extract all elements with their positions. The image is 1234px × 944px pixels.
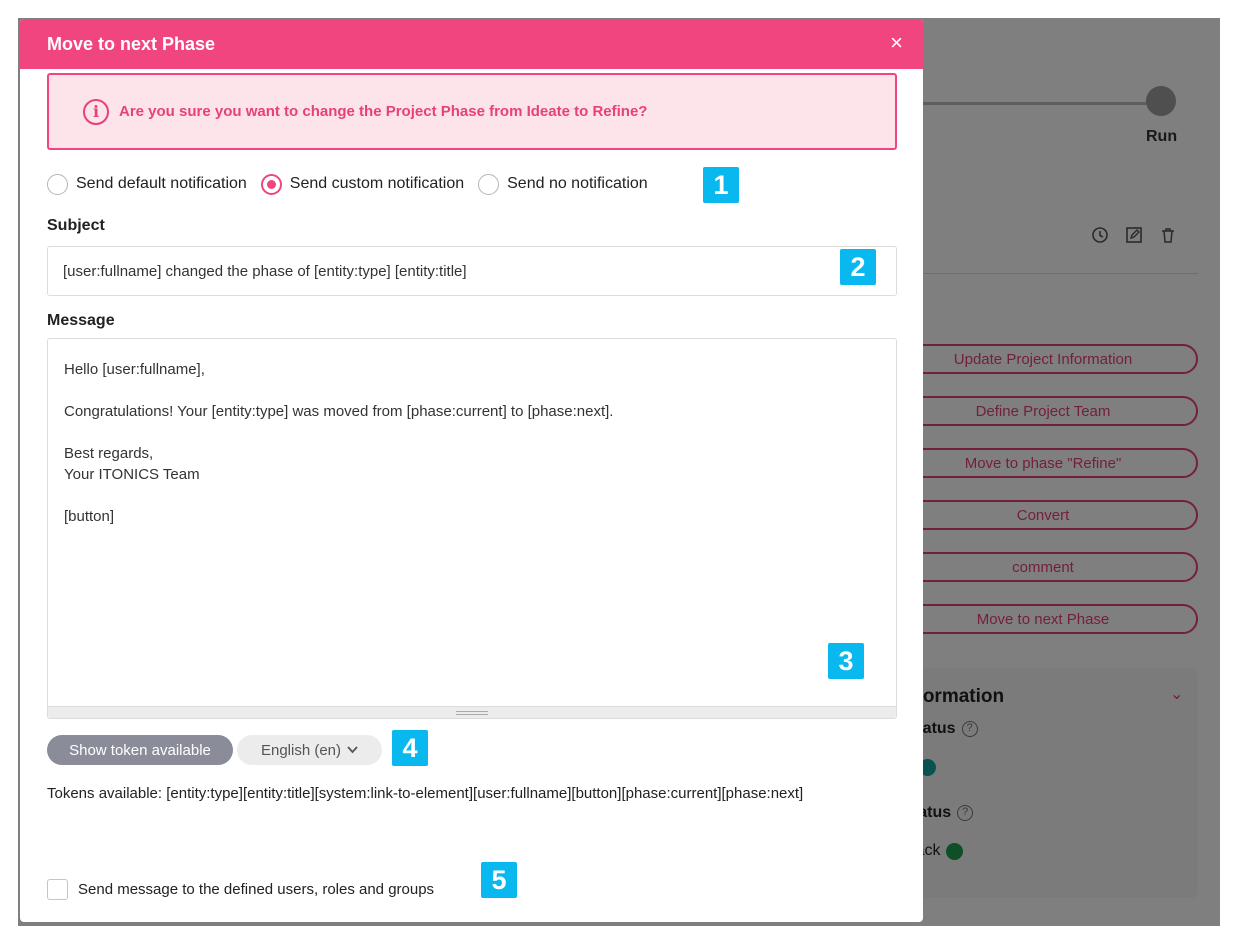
checkbox[interactable] bbox=[47, 879, 68, 900]
message-label: Message bbox=[47, 312, 115, 329]
send-to-groups-option[interactable] bbox=[47, 879, 434, 900]
message-text[interactable]: Hello [user:fullname], Congratulations! Your [entity:type] was moved from [phase:current] to [phase:next]. Best regards, Your ITONICS Team [button] bbox=[64, 361, 614, 525]
notification-options bbox=[47, 169, 662, 199]
dialog-header bbox=[20, 19, 923, 69]
radio-button[interactable] bbox=[478, 174, 499, 195]
radio-label: Send no notification bbox=[507, 175, 648, 192]
tokens-available-text: Tokens available: [entity:type][entity:title][system:link-to-element][user:fullname][button][phase:current][phase:next] bbox=[47, 785, 804, 802]
annotation-badge-5: 5 bbox=[481, 862, 517, 898]
radio-button[interactable] bbox=[261, 174, 282, 195]
radio-no-notification[interactable] bbox=[478, 174, 648, 195]
resize-handle[interactable] bbox=[48, 706, 896, 718]
chevron-down-icon bbox=[347, 746, 358, 754]
radio-label: Send custom notification bbox=[289, 175, 465, 192]
alert-text: Are you sure you want to change the Project Phase from Ideate to Refine? bbox=[119, 103, 648, 120]
radio-label: Send default notification bbox=[76, 175, 247, 192]
subject-label: Subject bbox=[47, 217, 105, 234]
dialog-title: Move to next Phase bbox=[47, 33, 216, 54]
annotation-badge-3: 3 bbox=[828, 643, 864, 679]
annotation-badge-2: 2 bbox=[840, 249, 876, 285]
annotation-badge-4: 4 bbox=[392, 730, 428, 766]
language-value: English (en) bbox=[260, 741, 342, 759]
info-icon: i bbox=[83, 99, 109, 125]
radio-default-notification[interactable] bbox=[47, 174, 247, 195]
grip-icon bbox=[456, 711, 488, 715]
close-icon[interactable]: × bbox=[890, 30, 903, 55]
move-to-next-phase-dialog bbox=[20, 19, 923, 922]
show-token-button[interactable]: Show token available bbox=[47, 735, 233, 765]
subject-input[interactable] bbox=[47, 246, 897, 296]
radio-button[interactable] bbox=[47, 174, 68, 195]
confirmation-alert bbox=[47, 73, 897, 150]
radio-custom-notification[interactable] bbox=[261, 174, 464, 195]
checkbox-label: Send message to the defined users, roles and groups bbox=[78, 881, 435, 898]
language-select[interactable] bbox=[237, 735, 382, 765]
annotation-badge-1: 1 bbox=[703, 167, 739, 203]
message-editor[interactable] bbox=[47, 338, 897, 719]
